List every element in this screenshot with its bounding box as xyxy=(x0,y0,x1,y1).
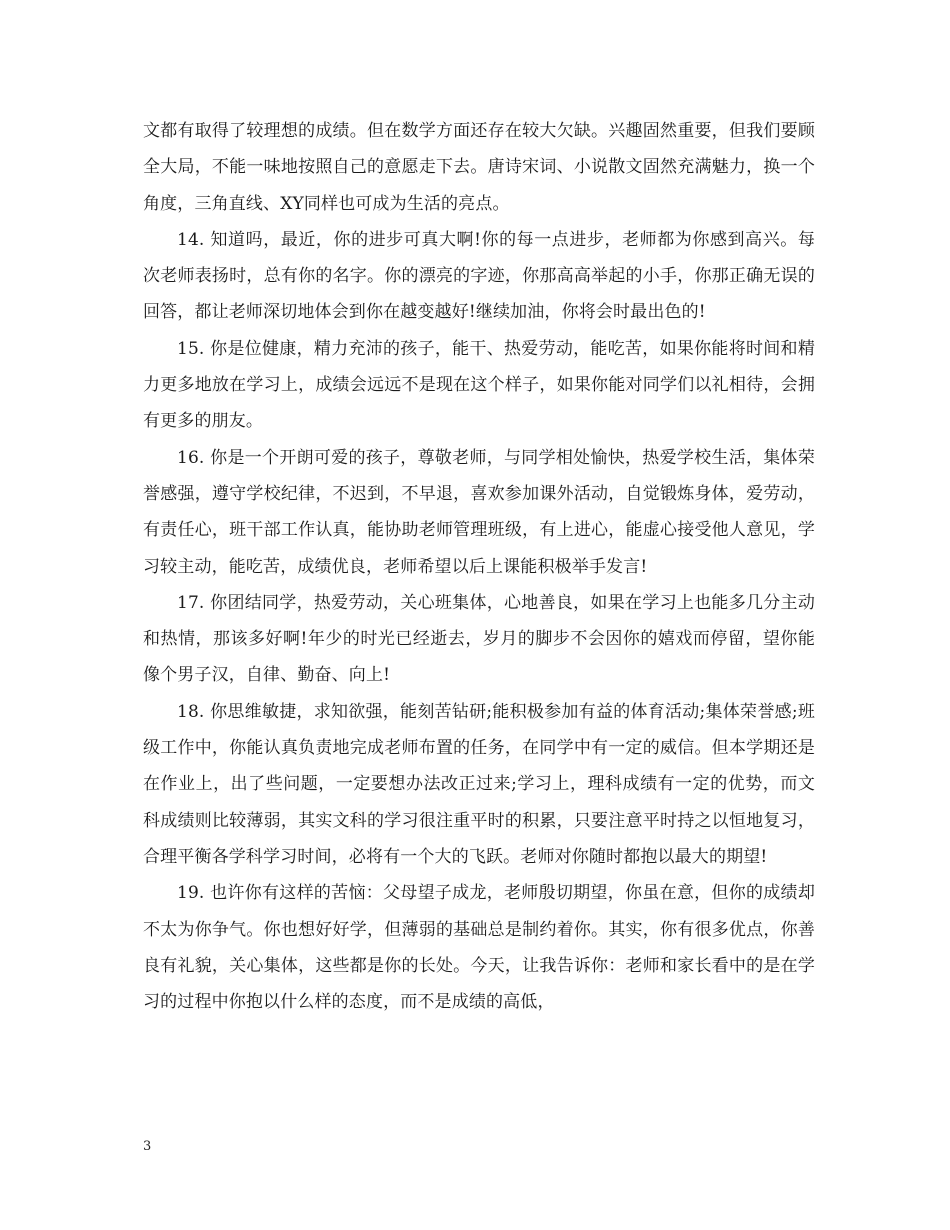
paragraph-15: 15. 你是位健康，精力充沛的孩子，能干、热爱劳动，能吃苦，如果你能将时间和精力更多地放在学习上，成绩会远远不是现在这个样子，如果你能对同学们以礼相待，会拥有更多的朋友。 xyxy=(143,338,815,432)
document-body xyxy=(143,113,815,1020)
paragraph-14: 14. 知道吗，最近，你的进步可真大啊!你的每一点进步，老师都为你感到高兴。每次老师表扬时，总有你的名字。你的漂亮的字迹，你那高高举起的小手，你那正确无误的回答，都让老师深切地体会到你在越变越好!继续加油，你将会时最出色的! xyxy=(143,229,815,323)
paragraph-17: 17. 你团结同学，热爱劳动，关心班集体，心地善良，如果在学习上也能多几分主动和热情，那该多好啊!年少的时光已经逝去，岁月的脚步不会因你的嬉戏而停留，望你能像个男子汉，自律、勤奋、向上! xyxy=(143,592,815,686)
paragraph-13-continued: 文都有取得了较理想的成绩。但在数学方面还存在较大欠缺。兴趣固然重要，但我们要顾全大局，不能一味地按照自己的意愿走下去。唐诗宋词、小说散文固然充满魅力，换一个角度，三角直线、XY同样也可成为生活的亮点。 xyxy=(143,121,815,214)
paragraph-19: 19. 也许你有这样的苦恼：父母望子成龙，老师殷切期望，你虽在意，但你的成绩却不太为你争气。你也想好好学，但薄弱的基础总是制约着你。其实，你有很多优点，你善良有礼貌，关心集体，这些都是你的长处。今天，让我告诉你：老师和家长看中的是在学习的过程中你抱以什么样的态度，而不是成绩的高低， xyxy=(143,883,815,1013)
page-number: 3 xyxy=(143,1139,152,1154)
paragraph-18: 18. 你思维敏捷，求知欲强，能刻苦钻研;能积极参加有益的体育活动;集体荣誉感;班级工作中，你能认真负责地完成老师布置的任务，在同学中有一定的威信。但本学期还是在作业上，出了些问题，一定要想办法改正过来;学习上，理科成绩有一定的优势，而文科成绩则比较薄弱，其实文科的学习很注重平时的积累，只要注意平时持之以恒地复习，合理平衡各学科学习时间，必将有一个大的飞跃。老师对你随时都抱以最大的期望! xyxy=(143,701,815,867)
paragraph-16: 16. 你是一个开朗可爱的孩子，尊敬老师，与同学相处愉快，热爱学校生活，集体荣誉感强，遵守学校纪律，不迟到，不早退，喜欢参加课外活动，自觉锻炼身体，爱劳动，有责任心，班干部工作认真，能协助老师管理班级，有上进心，能虚心接受他人意见，学习较主动，能吃苦，成绩优良，老师希望以后上课能积极举手发言! xyxy=(143,447,815,577)
